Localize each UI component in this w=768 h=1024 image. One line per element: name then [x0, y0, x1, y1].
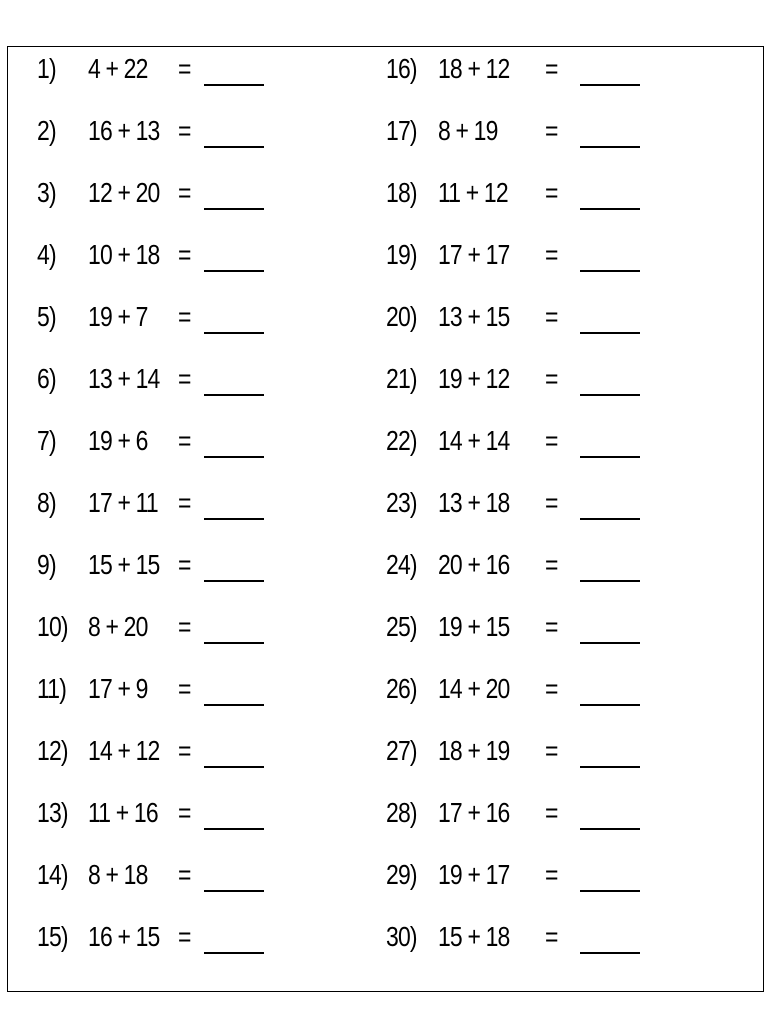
- problem-expression: 14 + 14: [437, 425, 510, 456]
- problem-number: 15): [36, 921, 68, 952]
- answer-blank[interactable]: [204, 84, 264, 86]
- answer-blank[interactable]: [580, 270, 640, 272]
- equals-sign: =: [177, 115, 191, 146]
- problem-number: 28): [385, 797, 417, 828]
- equals-sign: =: [544, 859, 558, 890]
- problem-expression: 18 + 12: [437, 53, 510, 84]
- problem-number: 16): [385, 53, 417, 84]
- problem-expression: 13 + 18: [437, 487, 510, 518]
- problem-number: 2): [36, 115, 56, 146]
- equals-sign: =: [544, 549, 558, 580]
- equals-sign: =: [177, 859, 191, 890]
- equals-sign: =: [177, 239, 191, 270]
- problem-number: 5): [36, 301, 56, 332]
- problem-number: 13): [36, 797, 68, 828]
- answer-blank[interactable]: [204, 146, 264, 148]
- problem-number: 24): [385, 549, 417, 580]
- problem-expression: 17 + 11: [87, 487, 158, 518]
- equals-sign: =: [177, 177, 191, 208]
- problem-number: 3): [36, 177, 56, 208]
- problem-expression: 11 + 16: [87, 797, 158, 828]
- equals-sign: =: [177, 53, 191, 84]
- answer-blank[interactable]: [204, 394, 264, 396]
- problem-expression: 15 + 15: [87, 549, 160, 580]
- problem-number: 22): [385, 425, 417, 456]
- answer-blank[interactable]: [204, 270, 264, 272]
- problem-expression: 8 + 20: [87, 611, 148, 642]
- problem-number: 14): [36, 859, 68, 890]
- answer-blank[interactable]: [580, 208, 640, 210]
- problem-expression: 15 + 18: [437, 921, 510, 952]
- problem-number: 19): [385, 239, 417, 270]
- problem-expression: 19 + 15: [437, 611, 510, 642]
- problem-expression: 19 + 12: [437, 363, 510, 394]
- equals-sign: =: [544, 239, 558, 270]
- problem-number: 8): [36, 487, 56, 518]
- worksheet-page: [7, 46, 764, 992]
- problem-number: 30): [385, 921, 417, 952]
- problem-number: 20): [385, 301, 417, 332]
- answer-blank[interactable]: [204, 332, 264, 334]
- equals-sign: =: [177, 301, 191, 332]
- answer-blank[interactable]: [580, 580, 640, 582]
- answer-blank[interactable]: [580, 394, 640, 396]
- equals-sign: =: [544, 363, 558, 394]
- problem-number: 10): [36, 611, 68, 642]
- answer-blank[interactable]: [204, 952, 264, 954]
- problem-number: 9): [36, 549, 56, 580]
- answer-blank[interactable]: [580, 890, 640, 892]
- problem-expression: 10 + 18: [87, 239, 160, 270]
- problem-expression: 11 + 12: [437, 177, 508, 208]
- problem-expression: 16 + 15: [87, 921, 160, 952]
- problem-expression: 8 + 19: [437, 115, 498, 146]
- problem-number: 29): [385, 859, 417, 890]
- answer-blank[interactable]: [204, 642, 264, 644]
- problem-number: 6): [36, 363, 56, 394]
- equals-sign: =: [177, 921, 191, 952]
- answer-blank[interactable]: [204, 580, 264, 582]
- problem-number: 7): [36, 425, 56, 456]
- answer-blank[interactable]: [580, 642, 640, 644]
- problem-expression: 16 + 13: [87, 115, 160, 146]
- problem-number: 4): [36, 239, 56, 270]
- answer-blank[interactable]: [204, 208, 264, 210]
- problem-expression: 4 + 22: [87, 53, 148, 84]
- problem-number: 17): [385, 115, 417, 146]
- equals-sign: =: [177, 611, 191, 642]
- problem-expression: 14 + 12: [87, 735, 160, 766]
- equals-sign: =: [544, 673, 558, 704]
- answer-blank[interactable]: [580, 456, 640, 458]
- problem-number: 26): [385, 673, 417, 704]
- problem-number: 11): [36, 673, 67, 704]
- answer-blank[interactable]: [204, 456, 264, 458]
- answer-blank[interactable]: [580, 332, 640, 334]
- equals-sign: =: [544, 921, 558, 952]
- problem-expression: 20 + 16: [437, 549, 510, 580]
- answer-blank[interactable]: [580, 828, 640, 830]
- equals-sign: =: [177, 797, 191, 828]
- equals-sign: =: [544, 425, 558, 456]
- problem-expression: 13 + 14: [87, 363, 160, 394]
- problem-number: 18): [385, 177, 417, 208]
- answer-blank[interactable]: [580, 766, 640, 768]
- problem-expression: 19 + 6: [87, 425, 148, 456]
- problem-number: 12): [36, 735, 68, 766]
- equals-sign: =: [177, 425, 191, 456]
- answer-blank[interactable]: [580, 518, 640, 520]
- problem-expression: 17 + 17: [437, 239, 510, 270]
- equals-sign: =: [177, 673, 191, 704]
- problem-expression: 19 + 17: [437, 859, 510, 890]
- equals-sign: =: [544, 487, 558, 518]
- problem-expression: 18 + 19: [437, 735, 510, 766]
- problem-expression: 14 + 20: [437, 673, 510, 704]
- problem-expression: 8 + 18: [87, 859, 148, 890]
- problem-number: 23): [385, 487, 417, 518]
- answer-blank[interactable]: [204, 828, 264, 830]
- equals-sign: =: [544, 611, 558, 642]
- answer-blank[interactable]: [580, 952, 640, 954]
- answer-blank[interactable]: [204, 704, 264, 706]
- equals-sign: =: [177, 487, 191, 518]
- equals-sign: =: [544, 115, 558, 146]
- problem-expression: 12 + 20: [87, 177, 160, 208]
- answer-blank[interactable]: [204, 890, 264, 892]
- equals-sign: =: [177, 549, 191, 580]
- equals-sign: =: [544, 301, 558, 332]
- answer-blank[interactable]: [580, 146, 640, 148]
- equals-sign: =: [177, 363, 191, 394]
- equals-sign: =: [544, 53, 558, 84]
- answer-blank[interactable]: [580, 84, 640, 86]
- equals-sign: =: [544, 177, 558, 208]
- problem-expression: 17 + 9: [87, 673, 148, 704]
- problem-number: 21): [385, 363, 417, 394]
- problem-expression: 17 + 16: [437, 797, 510, 828]
- answer-blank[interactable]: [204, 518, 264, 520]
- problem-number: 25): [385, 611, 417, 642]
- answer-blank[interactable]: [580, 704, 640, 706]
- equals-sign: =: [544, 797, 558, 828]
- problem-number: 27): [385, 735, 417, 766]
- answer-blank[interactable]: [204, 766, 264, 768]
- equals-sign: =: [544, 735, 558, 766]
- problem-expression: 19 + 7: [87, 301, 148, 332]
- problem-expression: 13 + 15: [437, 301, 510, 332]
- problem-number: 1): [36, 53, 56, 84]
- equals-sign: =: [177, 735, 191, 766]
